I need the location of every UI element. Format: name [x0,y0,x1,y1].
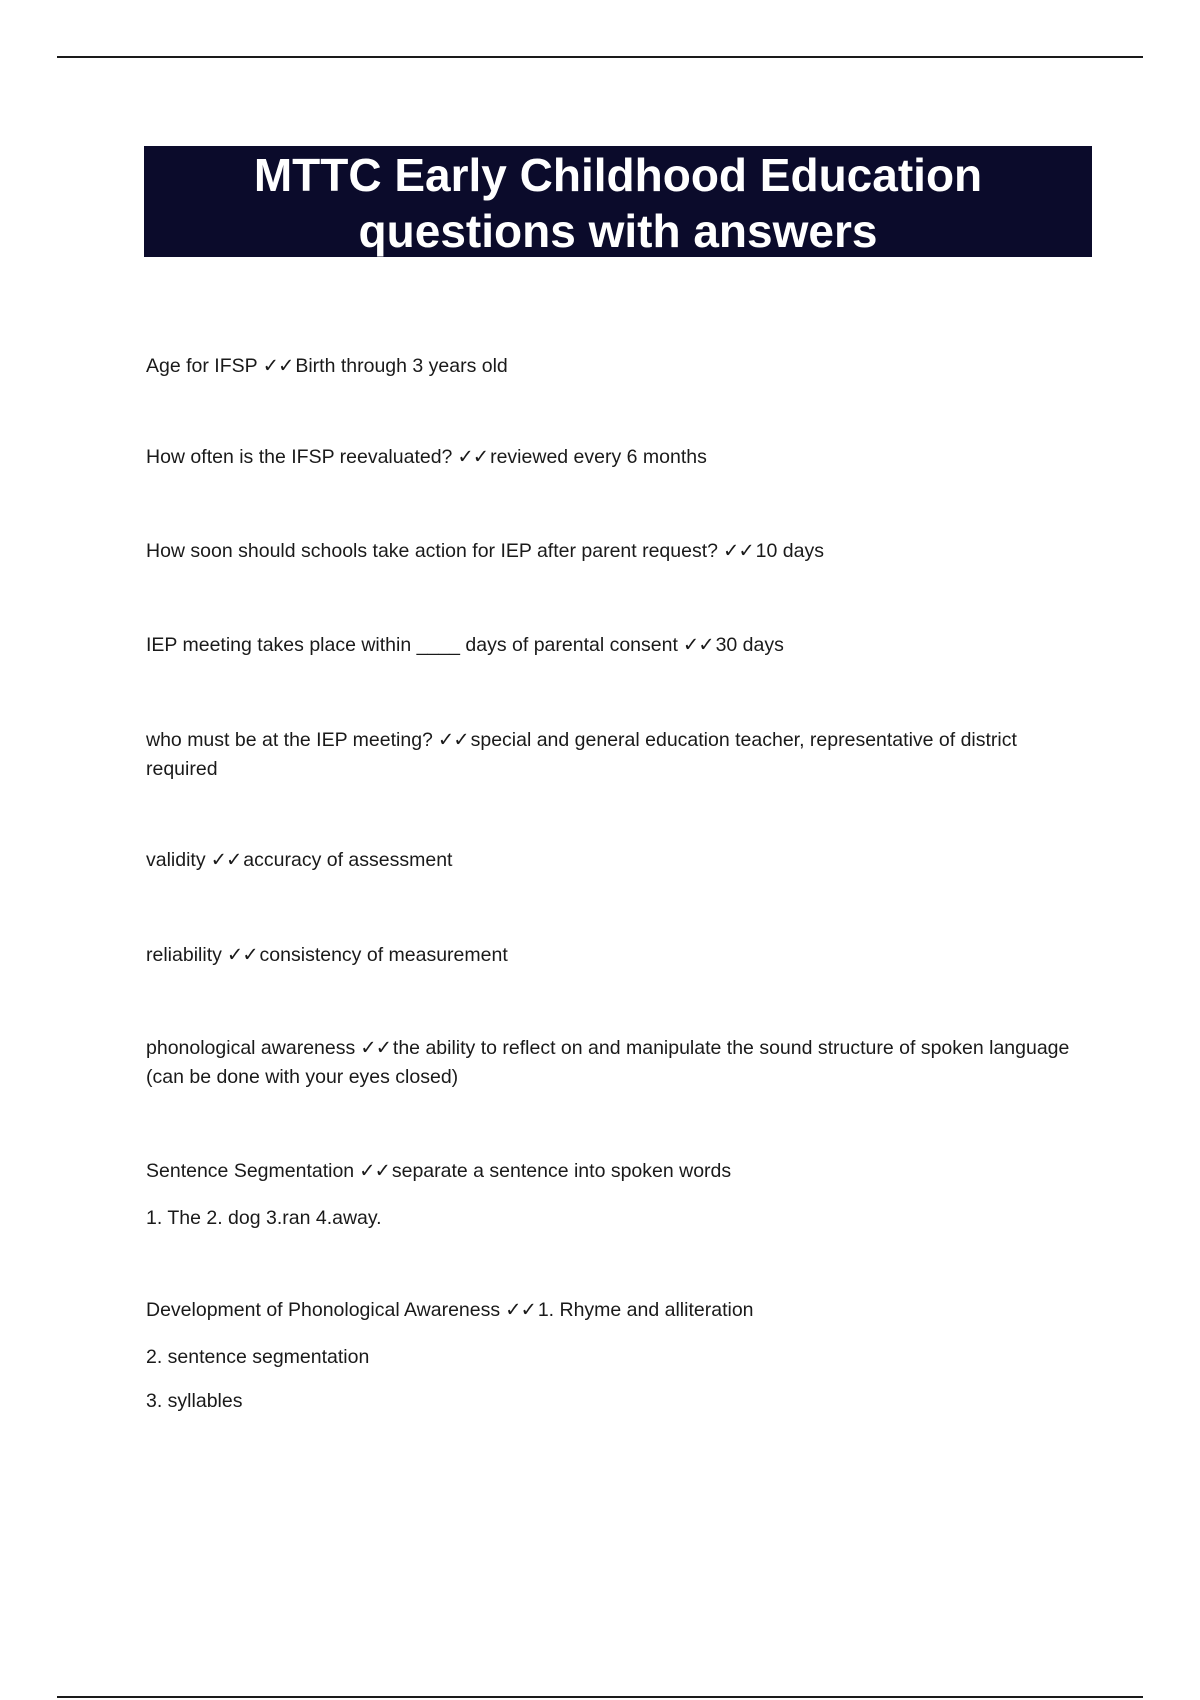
answer-text: accuracy of assessment [243,849,453,871]
double-check-icon: ✓✓ [722,540,754,562]
double-check-icon: ✓✓ [262,355,294,377]
qa-item [146,1034,1086,1092]
question-text: reliability [146,944,222,966]
document-title [144,146,1092,257]
answer-continuation: 3. syllables [146,1390,243,1412]
answer-text: 10 days [755,540,824,562]
qa-item [146,537,1086,566]
top-rule [57,56,1143,58]
question-text: How soon should schools take action for IEP after parent request? [146,540,718,562]
answer-text: reviewed every 6 months [490,446,707,468]
double-check-icon: ✓✓ [682,634,714,656]
qa-item [146,941,1086,970]
qa-item [146,443,1086,472]
double-check-icon: ✓✓ [210,849,242,871]
answer-text: 30 days [715,634,784,656]
double-check-icon: ✓✓ [359,1160,390,1182]
answer-text: consistency of measurement [259,944,508,966]
answer-text: Birth through 3 years old [295,355,508,377]
bottom-rule [57,1696,1143,1698]
answer-text: 1. Rhyme and alliteration [537,1299,754,1321]
question-text: phonological awareness [146,1037,356,1059]
answer-text: the ability to reflect on and manipulate the sound structure of spoken language (can be done with your eyes closed) [146,1037,1075,1088]
title-line-2: questions with answers [358,205,878,257]
title-line-1: MTTC Early Childhood Education [253,149,983,201]
qa-item [146,846,1086,875]
question-text: Development of Phonological Awareness [146,1299,501,1321]
qa-item [146,631,1086,660]
double-check-icon: ✓✓ [226,944,258,966]
qa-item [146,1157,1086,1186]
qa-item [146,352,1086,381]
question-text: validity [146,849,206,871]
qa-item [146,726,1086,784]
question-text: IEP meeting takes place within ____ days of parental consent [146,634,678,656]
answer-text: special and general education teacher, representative of district required [146,729,1023,780]
question-text: who must be at the IEP meeting? [146,729,433,751]
question-text: Sentence Segmentation [146,1160,355,1182]
double-check-icon: ✓✓ [437,729,469,751]
qa-item [146,1296,1086,1325]
question-text: How often is the IFSP reevaluated? [146,446,453,468]
double-check-icon: ✓✓ [457,446,489,468]
answer-continuation: 1. The 2. dog 3.ran 4.away. [146,1207,382,1229]
answer-text: separate a sentence into spoken words [391,1160,732,1182]
double-check-icon: ✓✓ [505,1299,536,1321]
answer-continuation: 2. sentence segmentation [146,1346,370,1368]
question-text: Age for IFSP [146,355,258,377]
double-check-icon: ✓✓ [360,1037,391,1059]
